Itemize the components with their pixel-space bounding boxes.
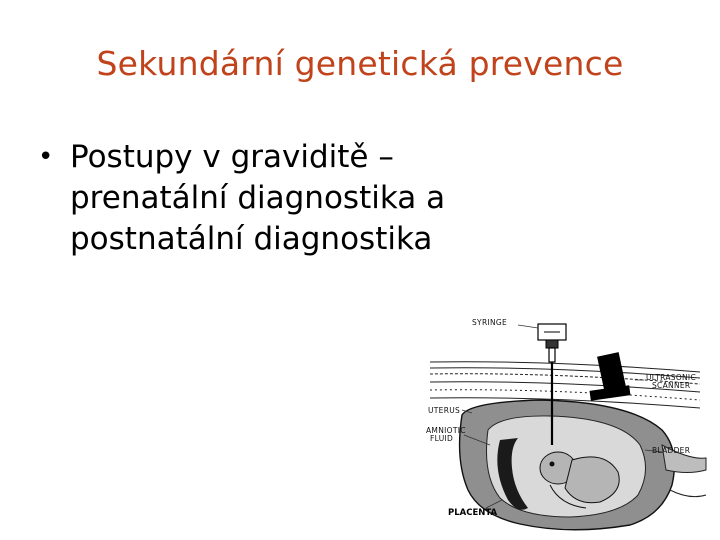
amniocentesis-diagram-svg (400, 310, 710, 535)
label-uterus: UTERUS (428, 406, 461, 415)
body-contour (670, 490, 706, 497)
label-fluid: FLUID (430, 434, 454, 443)
slide-title: Sekundární genetická prevence (96, 44, 624, 83)
amniocentesis-illustration (400, 310, 710, 535)
bullet-marker: • (38, 142, 54, 172)
bullet-line-3: postnatální diagnostika (70, 221, 433, 257)
label-amniotic: AMNIOTIC (426, 426, 466, 435)
bullet-line-2: prenatální diagnostika a (70, 180, 446, 216)
ultrasonic-scanner-icon (589, 352, 630, 401)
label-syringe: SYRINGE (472, 318, 508, 327)
label-bladder: BLADDER (652, 446, 691, 455)
label-placenta: PLACENTA (448, 508, 498, 518)
label-ultrasonic: ULTRASONIC (646, 373, 696, 382)
label-scanner: SCANNER (652, 381, 691, 390)
bullet-text (70, 137, 445, 260)
bullet-line-1: Postupy v graviditě – (70, 139, 394, 175)
